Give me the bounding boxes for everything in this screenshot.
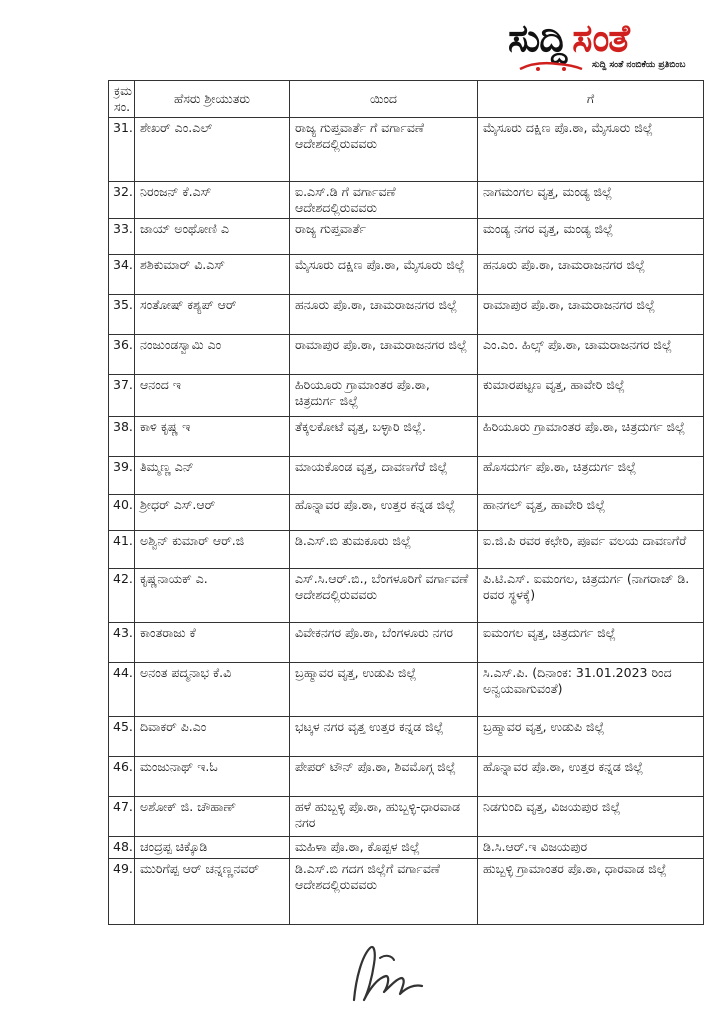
cell-to: ನಾಗಮಂಗಲ ವೃತ್ತ, ಮಂಡ್ಯ ಜಿಲ್ಲೆ bbox=[478, 182, 704, 219]
logo-word-2: ಸಂತೆ bbox=[572, 16, 629, 60]
cell-name: ಆನಂದ ಇ bbox=[135, 375, 290, 417]
cell-from: ತೆಕ್ಕಲಕೋಟೆ ವೃತ್ತ, ಬಳ್ಳಾರಿ ಜಿಲ್ಲೆ. bbox=[290, 417, 478, 457]
cell-serial: 43. bbox=[109, 623, 135, 663]
cell-from: ಡಿ.ಎಸ್.ಬಿ ಗದಗ ಜಿಲ್ಲೆಗೆ ವರ್ಗಾವಣೆ ಆದೇಶದಲ್ಲಿರುವವರು bbox=[290, 859, 478, 925]
cell-to: ಹಾನಗಲ್ ವೃತ್ತ, ಹಾವೇರಿ ಜಿಲ್ಲೆ bbox=[478, 495, 704, 531]
table-header-row bbox=[109, 81, 704, 118]
logo-title bbox=[508, 14, 629, 62]
cell-serial: 41. bbox=[109, 531, 135, 569]
cell-serial: 35. bbox=[109, 295, 135, 335]
cell-to: ರಾಮಾಪುರ ಪೊ.ಠಾ, ಚಾಮರಾಜನಗರ ಜಿಲ್ಲೆ bbox=[478, 295, 704, 335]
cell-serial: 36. bbox=[109, 335, 135, 375]
table-row bbox=[109, 457, 704, 495]
cell-name: ಕೃಷ್ಣನಾಯಕ್ ಎ. bbox=[135, 569, 290, 623]
header-to: ಗೆ bbox=[478, 81, 704, 118]
cell-serial: 39. bbox=[109, 457, 135, 495]
cell-to: ಮೈಸೂರು ದಕ್ಷಿಣ ಪೊ.ಠಾ, ಮೈಸೂರು ಜಿಲ್ಲೆ bbox=[478, 118, 704, 182]
cell-to: ಬ್ರಹ್ಮಾವರ ವೃತ್ತ, ಉಡುಪಿ ಜಿಲ್ಲೆ bbox=[478, 717, 704, 757]
cell-name: ನಿರಂಜನ್ ಕೆ.ಎಸ್ bbox=[135, 182, 290, 219]
cell-to: ಹನೂರು ಪೊ.ಠಾ, ಚಾಮರಾಜನಗರ ಜಿಲ್ಲೆ bbox=[478, 255, 704, 295]
cell-from: ಹಳೆ ಹುಬ್ಬಳ್ಳಿ ಪೊ.ಠಾ, ಹುಬ್ಬಳ್ಳಿ-ಧಾರವಾಡ ನಗರ bbox=[290, 797, 478, 837]
cell-name: ಸಂತೋಷ್ ಕಶ್ಯಪ್ ಆರ್ bbox=[135, 295, 290, 335]
table-row bbox=[109, 757, 704, 797]
cell-to: ಮಂಡ್ಯ ನಗರ ವೃತ್ತ, ಮಂಡ್ಯ ಜಿಲ್ಲೆ bbox=[478, 219, 704, 255]
cell-serial: 37. bbox=[109, 375, 135, 417]
table-row bbox=[109, 623, 704, 663]
cell-serial: 33. bbox=[109, 219, 135, 255]
table-row bbox=[109, 797, 704, 837]
cell-from: ಹನೂರು ಪೊ.ಠಾ, ಚಾಮರಾಜನಗರ ಜಿಲ್ಲೆ bbox=[290, 295, 478, 335]
table-row bbox=[109, 118, 704, 182]
cell-serial: 48. bbox=[109, 837, 135, 859]
cell-name: ನಂಜುಂಡಸ್ವಾಮಿ ಎಂ bbox=[135, 335, 290, 375]
table-row bbox=[109, 335, 704, 375]
table-row bbox=[109, 255, 704, 295]
cell-from: ಐ.ಎಸ್.ಡಿ ಗೆ ವರ್ಗಾವಣೆ ಆದೇಶದಲ್ಲಿರುವವರು bbox=[290, 182, 478, 219]
header-name: ಹೆಸರು ಶ್ರೀಯುತರು bbox=[135, 81, 290, 118]
table-row bbox=[109, 295, 704, 335]
cell-to: ಹೊಸದುರ್ಗ ಪೊ.ಠಾ, ಚಿತ್ರದುರ್ಗ ಜಿಲ್ಲೆ bbox=[478, 457, 704, 495]
cell-serial: 47. bbox=[109, 797, 135, 837]
table-row bbox=[109, 182, 704, 219]
cell-name: ದಿವಾಕರ್ ಪಿ.ಎಂ bbox=[135, 717, 290, 757]
header-from: ಯಿಂದ bbox=[290, 81, 478, 118]
table-row bbox=[109, 219, 704, 255]
cell-serial: 40. bbox=[109, 495, 135, 531]
cell-from: ರಾಜ್ಯ ಗುಪ್ತವಾರ್ತೆ bbox=[290, 219, 478, 255]
cell-to: ಡಿ.ಸಿ.ಆರ್.ಇ ವಿಜಯಪುರ bbox=[478, 837, 704, 859]
cell-name: ಶಶಿಕುಮಾರ್ ವಿ.ಎಸ್ bbox=[135, 255, 290, 295]
cell-name: ಶ್ರೀಧರ್ ಎಸ್.ಆರ್ bbox=[135, 495, 290, 531]
cell-name: ಚಂದ್ರಪ್ಪ ಚಿಕ್ಕೊಡಿ bbox=[135, 837, 290, 859]
signature-image bbox=[340, 938, 440, 1008]
cell-name: ಅಶೋಕ್ ಜಿ. ಚೌಹಾಣ್ bbox=[135, 797, 290, 837]
cell-serial: 45. bbox=[109, 717, 135, 757]
cell-from: ಮೈಸೂರು ದಕ್ಷಿಣ ಪೊ.ಠಾ, ಮೈಸೂರು ಜಿಲ್ಲೆ bbox=[290, 255, 478, 295]
table-row bbox=[109, 375, 704, 417]
cell-name: ಶೇಖರ್ ಎಂ.ಎಲ್ bbox=[135, 118, 290, 182]
logo-tagline: ಸುದ್ದಿ ಸಂತೆ ನಂಬಿಕೆಯ ಪ್ರತಿಬಿಂಬ bbox=[592, 60, 686, 70]
brand-logo bbox=[508, 14, 714, 76]
cell-from: ಹೊನ್ನಾವರ ಪೊ.ಠಾ, ಉತ್ತರ ಕನ್ನಡ ಜಿಲ್ಲೆ bbox=[290, 495, 478, 531]
cell-serial: 38. bbox=[109, 417, 135, 457]
cell-from: ಮಾಯಕೊಂಡ ವೃತ್ತ, ದಾವಣಗೆರೆ ಜಿಲ್ಲೆ bbox=[290, 457, 478, 495]
table-row bbox=[109, 417, 704, 457]
cell-name: ಕಾಂತರಾಜು ಕೆ bbox=[135, 623, 290, 663]
table-row bbox=[109, 859, 704, 925]
cell-serial: 42. bbox=[109, 569, 135, 623]
cell-to: ಪಿ.ಟಿ.ಎಸ್. ಐಮಂಗಲ, ಚಿತ್ರದುರ್ಗ (ನಾಗರಾಜ್ ಡಿ. ರವರ ಸ್ಥಳಕ್ಕೆ) bbox=[478, 569, 704, 623]
cell-to: ಕುಮಾರಪಟ್ಟಣ ವೃತ್ತ, ಹಾವೇರಿ ಜಿಲ್ಲೆ bbox=[478, 375, 704, 417]
table-row bbox=[109, 495, 704, 531]
cell-serial: 32. bbox=[109, 182, 135, 219]
cell-to: ಐಮಂಗಲ ವೃತ್ತ, ಚಿತ್ರದುರ್ಗ ಜಿಲ್ಲೆ bbox=[478, 623, 704, 663]
cell-from: ಬ್ರಹ್ಮಾವರ ವೃತ್ತ, ಉಡುಪಿ ಜಿಲ್ಲೆ bbox=[290, 663, 478, 717]
cell-serial: 34. bbox=[109, 255, 135, 295]
cell-from: ಪೇಪರ್ ಟೌನ್ ಪೊ.ಠಾ, ಶಿವಮೊಗ್ಗ ಜಿಲ್ಲೆ bbox=[290, 757, 478, 797]
cell-name: ಮುರಿಗೆಪ್ಪ ಆರ್ ಚನ್ನಣ್ಣನವರ್ bbox=[135, 859, 290, 925]
cell-to: ಸಿ.ಎಸ್.ಪಿ. (ದಿನಾಂಕ: 31.01.2023 ರಿಂದ ಅನ್ವಯವಾಗುವಂತೆ) bbox=[478, 663, 704, 717]
cell-from: ವಿವೇಕನಗರ ಪೊ.ಠಾ, ಬೆಂಗಳೂರು ನಗರ bbox=[290, 623, 478, 663]
cell-from: ಹಿರಿಯೂರು ಗ್ರಾಮಾಂತರ ಪೊ.ಠಾ, ಚಿತ್ರದುರ್ಗ ಜಿಲ್ಲೆ bbox=[290, 375, 478, 417]
transfer-table bbox=[108, 80, 704, 925]
cell-name: ಕಾಳಿ ಕೃಷ್ಣ ಇ bbox=[135, 417, 290, 457]
cell-to: ಹುಬ್ಬಳ್ಳಿ ಗ್ರಾಮಾಂತರ ಪೊ.ಠಾ, ಧಾರವಾಡ ಜಿಲ್ಲೆ bbox=[478, 859, 704, 925]
table-row bbox=[109, 663, 704, 717]
cell-name: ಅನಂತ ಪದ್ಮನಾಭ ಕೆ.ವಿ bbox=[135, 663, 290, 717]
car-swoosh-icon bbox=[518, 60, 584, 72]
cell-serial: 44. bbox=[109, 663, 135, 717]
table-row bbox=[109, 531, 704, 569]
logo-word-1: ಸುದ್ದಿ bbox=[508, 16, 567, 60]
cell-serial: 49. bbox=[109, 859, 135, 925]
cell-to: ಎಂ.ಎಂ. ಹಿಲ್ಸ್ ಪೊ.ಠಾ, ಚಾಮರಾಜನಗರ ಜಿಲ್ಲೆ bbox=[478, 335, 704, 375]
cell-to: ಹೊನ್ನಾವರ ಪೊ.ಠಾ, ಉತ್ತರ ಕನ್ನಡ ಜಿಲ್ಲೆ bbox=[478, 757, 704, 797]
cell-from: ಎಸ್.ಸಿ.ಆರ್.ಬಿ., ಬೆಂಗಳೂರಿಗೆ ವರ್ಗಾವಣೆ ಆದೇಶದಲ್ಲಿರುವವರು bbox=[290, 569, 478, 623]
cell-to: ಹಿರಿಯೂರು ಗ್ರಾಮಾಂತರ ಪೊ.ಠಾ, ಚಿತ್ರದುರ್ಗ ಜಿಲ್ಲೆ bbox=[478, 417, 704, 457]
cell-from: ಮಹಿಳಾ ಪೊ.ಠಾ, ಕೊಪ್ಪಳ ಜಿಲ್ಲೆ bbox=[290, 837, 478, 859]
header-serial: ಕ್ರಮ ಸಂ. bbox=[109, 81, 135, 118]
table-row bbox=[109, 837, 704, 859]
cell-to: ಐ.ಜಿ.ಪಿ ರವರ ಕಛೇರಿ, ಪೂರ್ವ ವಲಯ ದಾವಣಗೆರೆ bbox=[478, 531, 704, 569]
cell-serial: 31. bbox=[109, 118, 135, 182]
cell-name: ಜಾಯ್ ಅಂಥೋಣಿ ಎ bbox=[135, 219, 290, 255]
cell-name: ತಿಮ್ಮಣ್ಣ ಎನ್ bbox=[135, 457, 290, 495]
cell-from: ಭಟ್ಕಳ ನಗರ ವೃತ್ತ ಉತ್ತರ ಕನ್ನಡ ಜಿಲ್ಲೆ bbox=[290, 717, 478, 757]
cell-serial: 46. bbox=[109, 757, 135, 797]
cell-from: ರಾಮಾಪುರ ಪೊ.ಠಾ, ಚಾಮರಾಜನಗರ ಜಿಲ್ಲೆ bbox=[290, 335, 478, 375]
cell-from: ಡಿ.ಎಸ್.ಬಿ ತುಮಕೂರು ಜಿಲ್ಲೆ bbox=[290, 531, 478, 569]
cell-name: ಅಶ್ವಿನ್ ಕುಮಾರ್ ಆರ್.ಜಿ bbox=[135, 531, 290, 569]
cell-from: ರಾಜ್ಯ ಗುಪ್ತವಾರ್ತೆ ಗೆ ವರ್ಗಾವಣೆ ಆದೇಶದಲ್ಲಿರುವವರು bbox=[290, 118, 478, 182]
cell-to: ನಿಡಗುಂದಿ ವೃತ್ತ, ವಿಜಯಪುರ ಜಿಲ್ಲೆ bbox=[478, 797, 704, 837]
cell-name: ಮಂಜುನಾಥ್ ಇ.ಓ bbox=[135, 757, 290, 797]
table-row bbox=[109, 717, 704, 757]
table-row bbox=[109, 569, 704, 623]
